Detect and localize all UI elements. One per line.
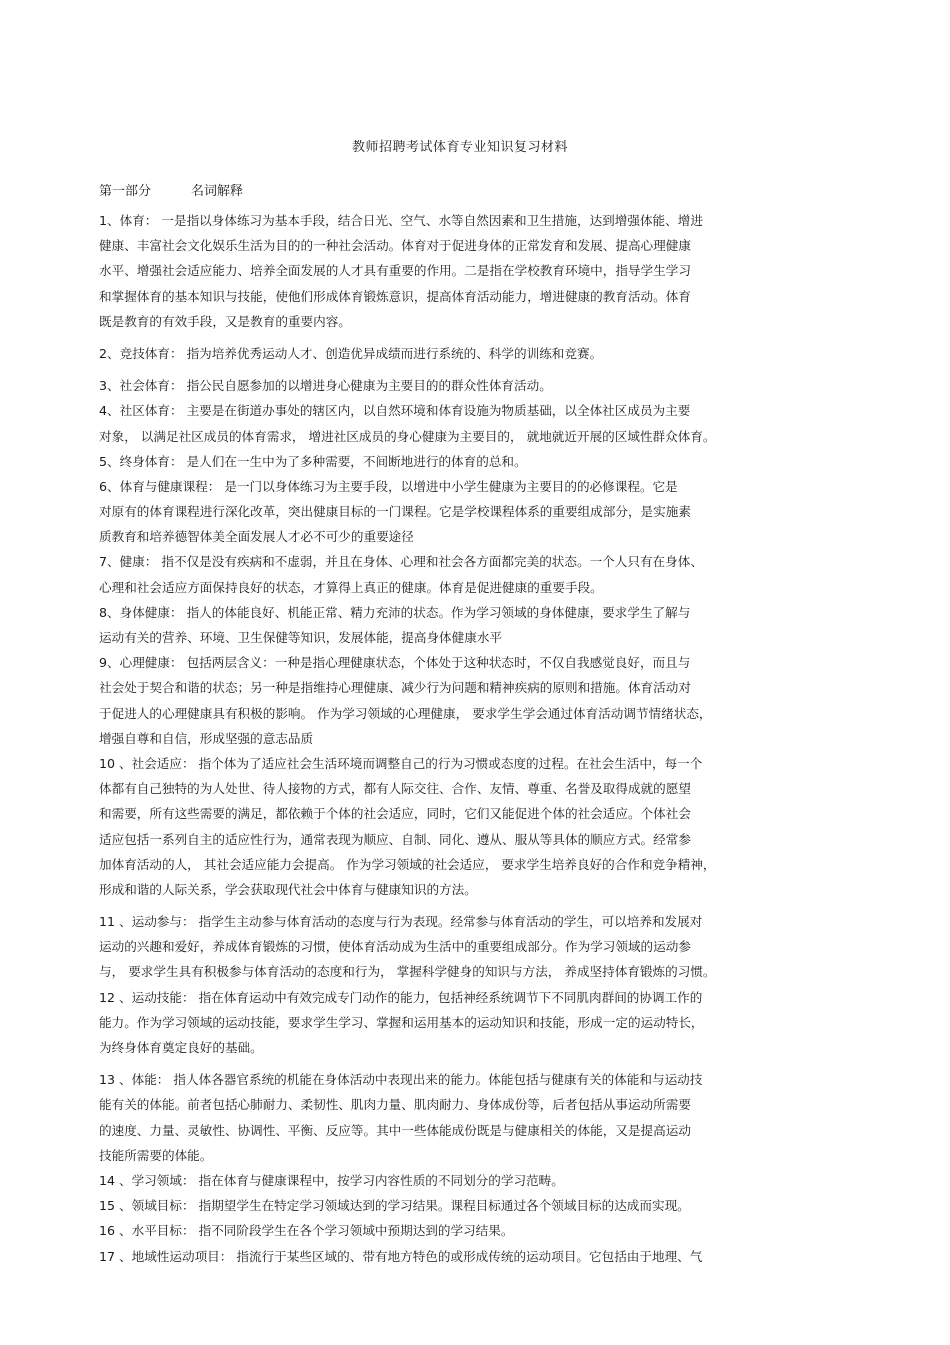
text-line: 增强自尊和自信，形成坚强的意志品质 [99, 730, 314, 746]
text-line: 于促进人的心理健康具有积极的影响。 作为学习领域的心理健康， 要求学生学会通过体育活动调节情绪状态， [99, 705, 712, 721]
text-line: 16 、水平目标： 指不同阶段学生在各个学习领域中预期达到的学习结果。 [99, 1223, 514, 1239]
text-line: 12 、运动技能： 指在体育运动中有效完成专门动作的能力，包括神经系统调节下不同肌肉群间的协调工作的 [99, 989, 703, 1005]
text-line: 为终身体育奠定良好的基础。 [99, 1040, 263, 1055]
section-heading [99, 180, 243, 199]
text-line: 3、社会体育： 指公民自愿参加的以增进身心健康为主要目的的群众性体育活动。 [99, 378, 552, 394]
text-line: 6、体育与健康课程： 是一门以身体练习为主要手段，以增进中小学生健康为主要目的的必修课程。它是 [99, 478, 678, 494]
text-line: 运动有关的营养、环境、卫生保健等知识，发展体能，提高身体健康水平 [99, 630, 502, 645]
text-line: 14 、学习领域： 指在体育与健康课程中，按学习内容性质的不同划分的学习范畴。 [99, 1172, 564, 1188]
text-line: 4、社区体育： 主要是在街道办事处的辖区内，以自然环境和体育设施为物质基础，以全体社区成员为主要 [99, 403, 691, 419]
document-body [99, 208, 834, 1276]
text-line: 既是教育的有效手段，又是教育的重要内容。 [99, 313, 351, 329]
text-line: 运动的兴趣和爱好，养成体育锻炼的习惯，使体育活动成为生活中的重要组成部分。作为学习领域的运动参 [99, 939, 691, 955]
text-line: 17 、地域性运动项目： 指流行于某些区域的、带有地方特色的或形成传统的运动项目。它包括由于地理、气 [99, 1248, 703, 1264]
definition-block [99, 208, 834, 334]
text-line: 9、心理健康： 包括两层含义：一种是指心理健康状态，个体处于这种状态时，不仅自我感觉良好，而且与 [99, 655, 691, 671]
text-line: 对象， 以满足社区成员的体育需求， 增进社区成员的身心健康为主要目的， 就地就近开展的区域性群众体育。 [99, 428, 716, 444]
text-line: 11 、运动参与： 指学生主动参与体育活动的态度与行为表现。经常参与体育活动的学生，可以培养和发展对 [99, 914, 703, 930]
definition-block [99, 341, 834, 366]
text-line: 形成和谐的人际关系，学会获取现代社会中体育与健康知识的方法。 [99, 881, 477, 897]
text-line: 健康、丰富社会文化娱乐生活为目的的一种社会活动。体育对于促进身体的正常发育和发展、提高心理健康 [99, 238, 691, 254]
definition-block [99, 909, 834, 1060]
text-line: 15 、领域目标： 指期望学生在特定学习领域达到的学习结果。课程目标通过各个领域目标的达成而实现。 [99, 1198, 690, 1214]
text-line: 2、竞技体育： 指为培养优秀运动人才、创造优异成绩而进行系统的、科学的训练和竞赛。 [99, 345, 603, 361]
text-line: 10 、社会适应： 指个体为了适应社会生活环境而调整自己的行为习惯或态度的过程。在社会生活中，每一个 [99, 755, 703, 771]
text-line: 7、健康： 指不仅是没有疾病和不虚弱，并且在身体、心理和社会各方面都完美的状态。一个人只有在身体、 [99, 554, 703, 570]
text-line: 的速度、力量、灵敏性、协调性、平衡、反应等。其中一些体能成份既是与健康相关的体能，又是提高运动 [99, 1122, 691, 1138]
text-line: 社会处于契合和谐的状态；另一种是指维持心理健康、减少行为问题和精神疾病的原则和措施。体育活动对 [99, 680, 691, 696]
text-line: 体都有自己独特的为人处世、待人接物的方式，都有人际交往、合作、友情、尊重、名誉及取得成就的愿望 [99, 781, 691, 797]
definition-block [99, 1067, 834, 1269]
text-line: 心理和社会适应方面保持良好的状态，才算得上真正的健康。体育是促进健康的重要手段。 [99, 579, 603, 595]
text-line: 与， 要求学生具有积极参与体育活动的态度和行为， 掌握科学健身的知识与方法， 养成坚持体育锻炼的习惯。 [99, 964, 716, 980]
text-line: 8、身体健康： 指人的体能良好、机能正常、精力充沛的状态。作为学习领域的身体健康，要求学生了解与 [99, 604, 691, 620]
text-line: 1、体育： 一是指以身体练习为基本手段，结合日光、空气、水等自然因素和卫生措施，达到增强体能、增进 [99, 213, 703, 228]
text-line: 能力。作为学习领域的运动技能，要求学生学习、掌握和运用基本的运动知识和技能，形成一定的运动特长， [99, 1014, 704, 1030]
text-line: 加体育活动的人， 其社会适应能力会提高。 作为学习领域的社会适应， 要求学生培养良好的合作和竞争精神， [99, 856, 716, 872]
text-line: 和需要，所有这些需要的满足，都依赖于个体的社会适应，同时，它们又能促进个体的社会适应。个体社会 [99, 806, 691, 822]
text-line: 和掌握体育的基本知识与技能，使他们形成体育锻炼意识，提高体育活动能力，增进健康的教育活动。体育 [99, 288, 691, 304]
text-line: 能有关的体能。前者包括心肺耐力、柔韧性、肌肉力量、肌肉耐力、身体成份等，后者包括从事运动所需要 [99, 1097, 691, 1113]
text-line: 适应包括一系列自主的适应性行为，通常表现为顺应、自制、同化、遵从、服从等具体的顺应方式。经常参 [99, 831, 691, 847]
text-line: 水平、增强社会适应能力、培养全面发展的人才具有重要的作用。二是指在学校教育环境中，指导学生学习 [99, 263, 691, 279]
section-name: 名词解释 [191, 184, 244, 199]
text-line: 13 、体能： 指人体各器官系统的机能在身体活动中表现出来的能力。体能包括与健康有关的体能和与运动技 [99, 1072, 703, 1088]
document-title: 教师招聘考试体育专业知识复习材料 [351, 140, 568, 155]
section-label: 第一部分 [99, 184, 152, 199]
text-line: 5、终身体育： 是人们在一生中为了多种需要，不间断地进行的体育的总和。 [99, 453, 527, 469]
definition-block [99, 373, 834, 902]
text-line: 质教育和培养德智体美全面发展人才必不可少的重要途径 [99, 529, 414, 545]
text-line: 技能所需要的体能。 [99, 1147, 213, 1163]
text-line: 对原有的体育课程进行深化改革，突出健康目标的一门课程。它是学校课程体系的重要组成部分，是实施素 [99, 504, 691, 520]
